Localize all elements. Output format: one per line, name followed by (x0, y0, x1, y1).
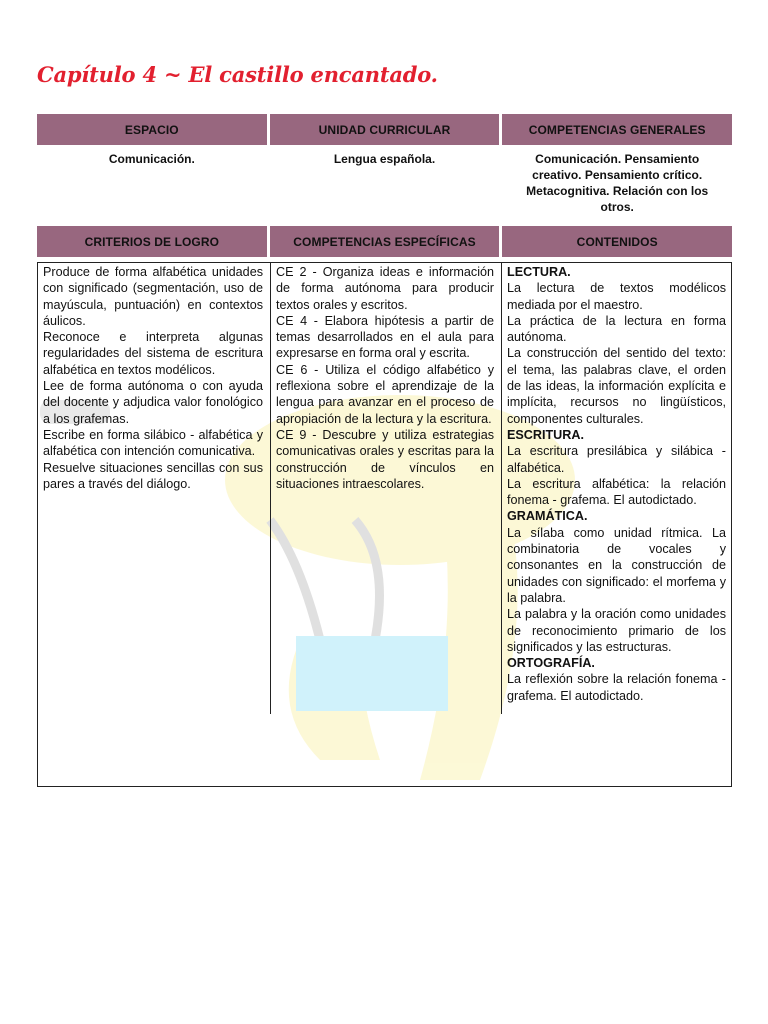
column-divider (501, 262, 502, 714)
competencias-column (276, 264, 494, 492)
contenido-item: La escritura presilábica y silábica - alfabética. (507, 444, 726, 475)
header-criterios-de-logro: CRITERIOS DE LOGRO (37, 226, 267, 257)
criterio-item: Escribe en forma silábico - alfabética y alfabética con intención comunicativa. (43, 427, 263, 459)
cell-unidad-curricular: Lengua española. (333, 152, 436, 166)
competencia-item: CE 9 - Descubre y utiliza estrategias comunicativas orales y escritas para la construcción de vínculos en situaciones intraescolares. (276, 427, 494, 491)
criterios-column (43, 264, 263, 492)
contenido-item: La construcción del sentido del texto: el tema, las palabras clave, el orden de las ideas, la información explícita e implícita, recursos no lingüísticos, componentes culturales. (507, 346, 726, 426)
competencia-item: CE 2 - Organiza ideas e información de forma autónoma para producir textos orales y escritos. (276, 265, 494, 312)
contenido-item: La palabra y la oración como unidades de reconocimiento primario de los significados y las estructuras. (507, 607, 726, 654)
criterio-item: Lee de forma autónoma o con ayuda del docente y adjudica valor fonológico a los grafemas. (43, 379, 263, 426)
criterio-item: Resuelve situaciones sencillas con sus pares a través del diálogo. (43, 460, 263, 491)
header-row-1 (37, 114, 732, 145)
contenido-item: La lectura de textos modélicos mediada por el maestro. (507, 281, 726, 312)
cell-competencias-generales: Comunicación. Pensamiento creativo. Pensamiento crítico. Metacognitiva. Relación con los otros. (526, 152, 709, 214)
competencia-item: CE 6 - Utiliza el código alfabético y reflexiona sobre el aprendizaje de la lengua para avanzar en el proceso de apropiación de la lectura y la escritura. (276, 362, 494, 426)
header-competencias-especificas: COMPETENCIAS ESPECÍFICAS (270, 226, 500, 257)
header-competencias-generales: COMPETENCIAS GENERALES (502, 114, 732, 145)
section-heading-lectura: LECTURA. (507, 265, 571, 279)
contenido-item: La reflexión sobre la relación fonema - grafema. El autodictado. (507, 672, 726, 703)
header-contenidos: CONTENIDOS (502, 226, 732, 257)
cell-espacio: Comunicación. (108, 152, 195, 166)
section-heading-ortografia: ORTOGRAFÍA. (507, 656, 595, 671)
column-divider (270, 262, 271, 714)
header-espacio: ESPACIO (37, 114, 267, 145)
contenidos-column (507, 264, 726, 704)
section-heading-gramatica: GRAMÁTICA. (507, 509, 588, 524)
contenido-item: La práctica de la lectura en forma autónoma. (507, 313, 726, 345)
section-heading-escritura: ESCRITURA. (507, 427, 584, 442)
criterio-item: Reconoce e interpreta algunas regularidades del sistema de escritura alfabética en textos modélicos. (43, 330, 263, 377)
header-row-2 (37, 226, 732, 257)
contenido-item: La sílaba como unidad rítmica. La combinatoria de vocales y consonantes en la construcción de unidades con significado: el morfema y la palabra. (507, 525, 726, 605)
competencia-item: CE 4 - Elabora hipótesis a partir de temas desarrollados en el aula para expresarse en forma oral y escrita. (276, 313, 494, 361)
info-row (37, 151, 732, 215)
header-unidad-curricular: UNIDAD CURRICULAR (270, 114, 500, 145)
criterio-item: Produce de forma alfabética unidades con significado (segmentación, uso de mayúscula, puntuación) en contextos áulicos. (43, 265, 263, 328)
contenido-item: La escritura alfabética: la relación fonema - grafema. El autodictado. (507, 476, 726, 508)
page-title: Capítulo 4 ~ El castillo encantado. (37, 62, 438, 87)
